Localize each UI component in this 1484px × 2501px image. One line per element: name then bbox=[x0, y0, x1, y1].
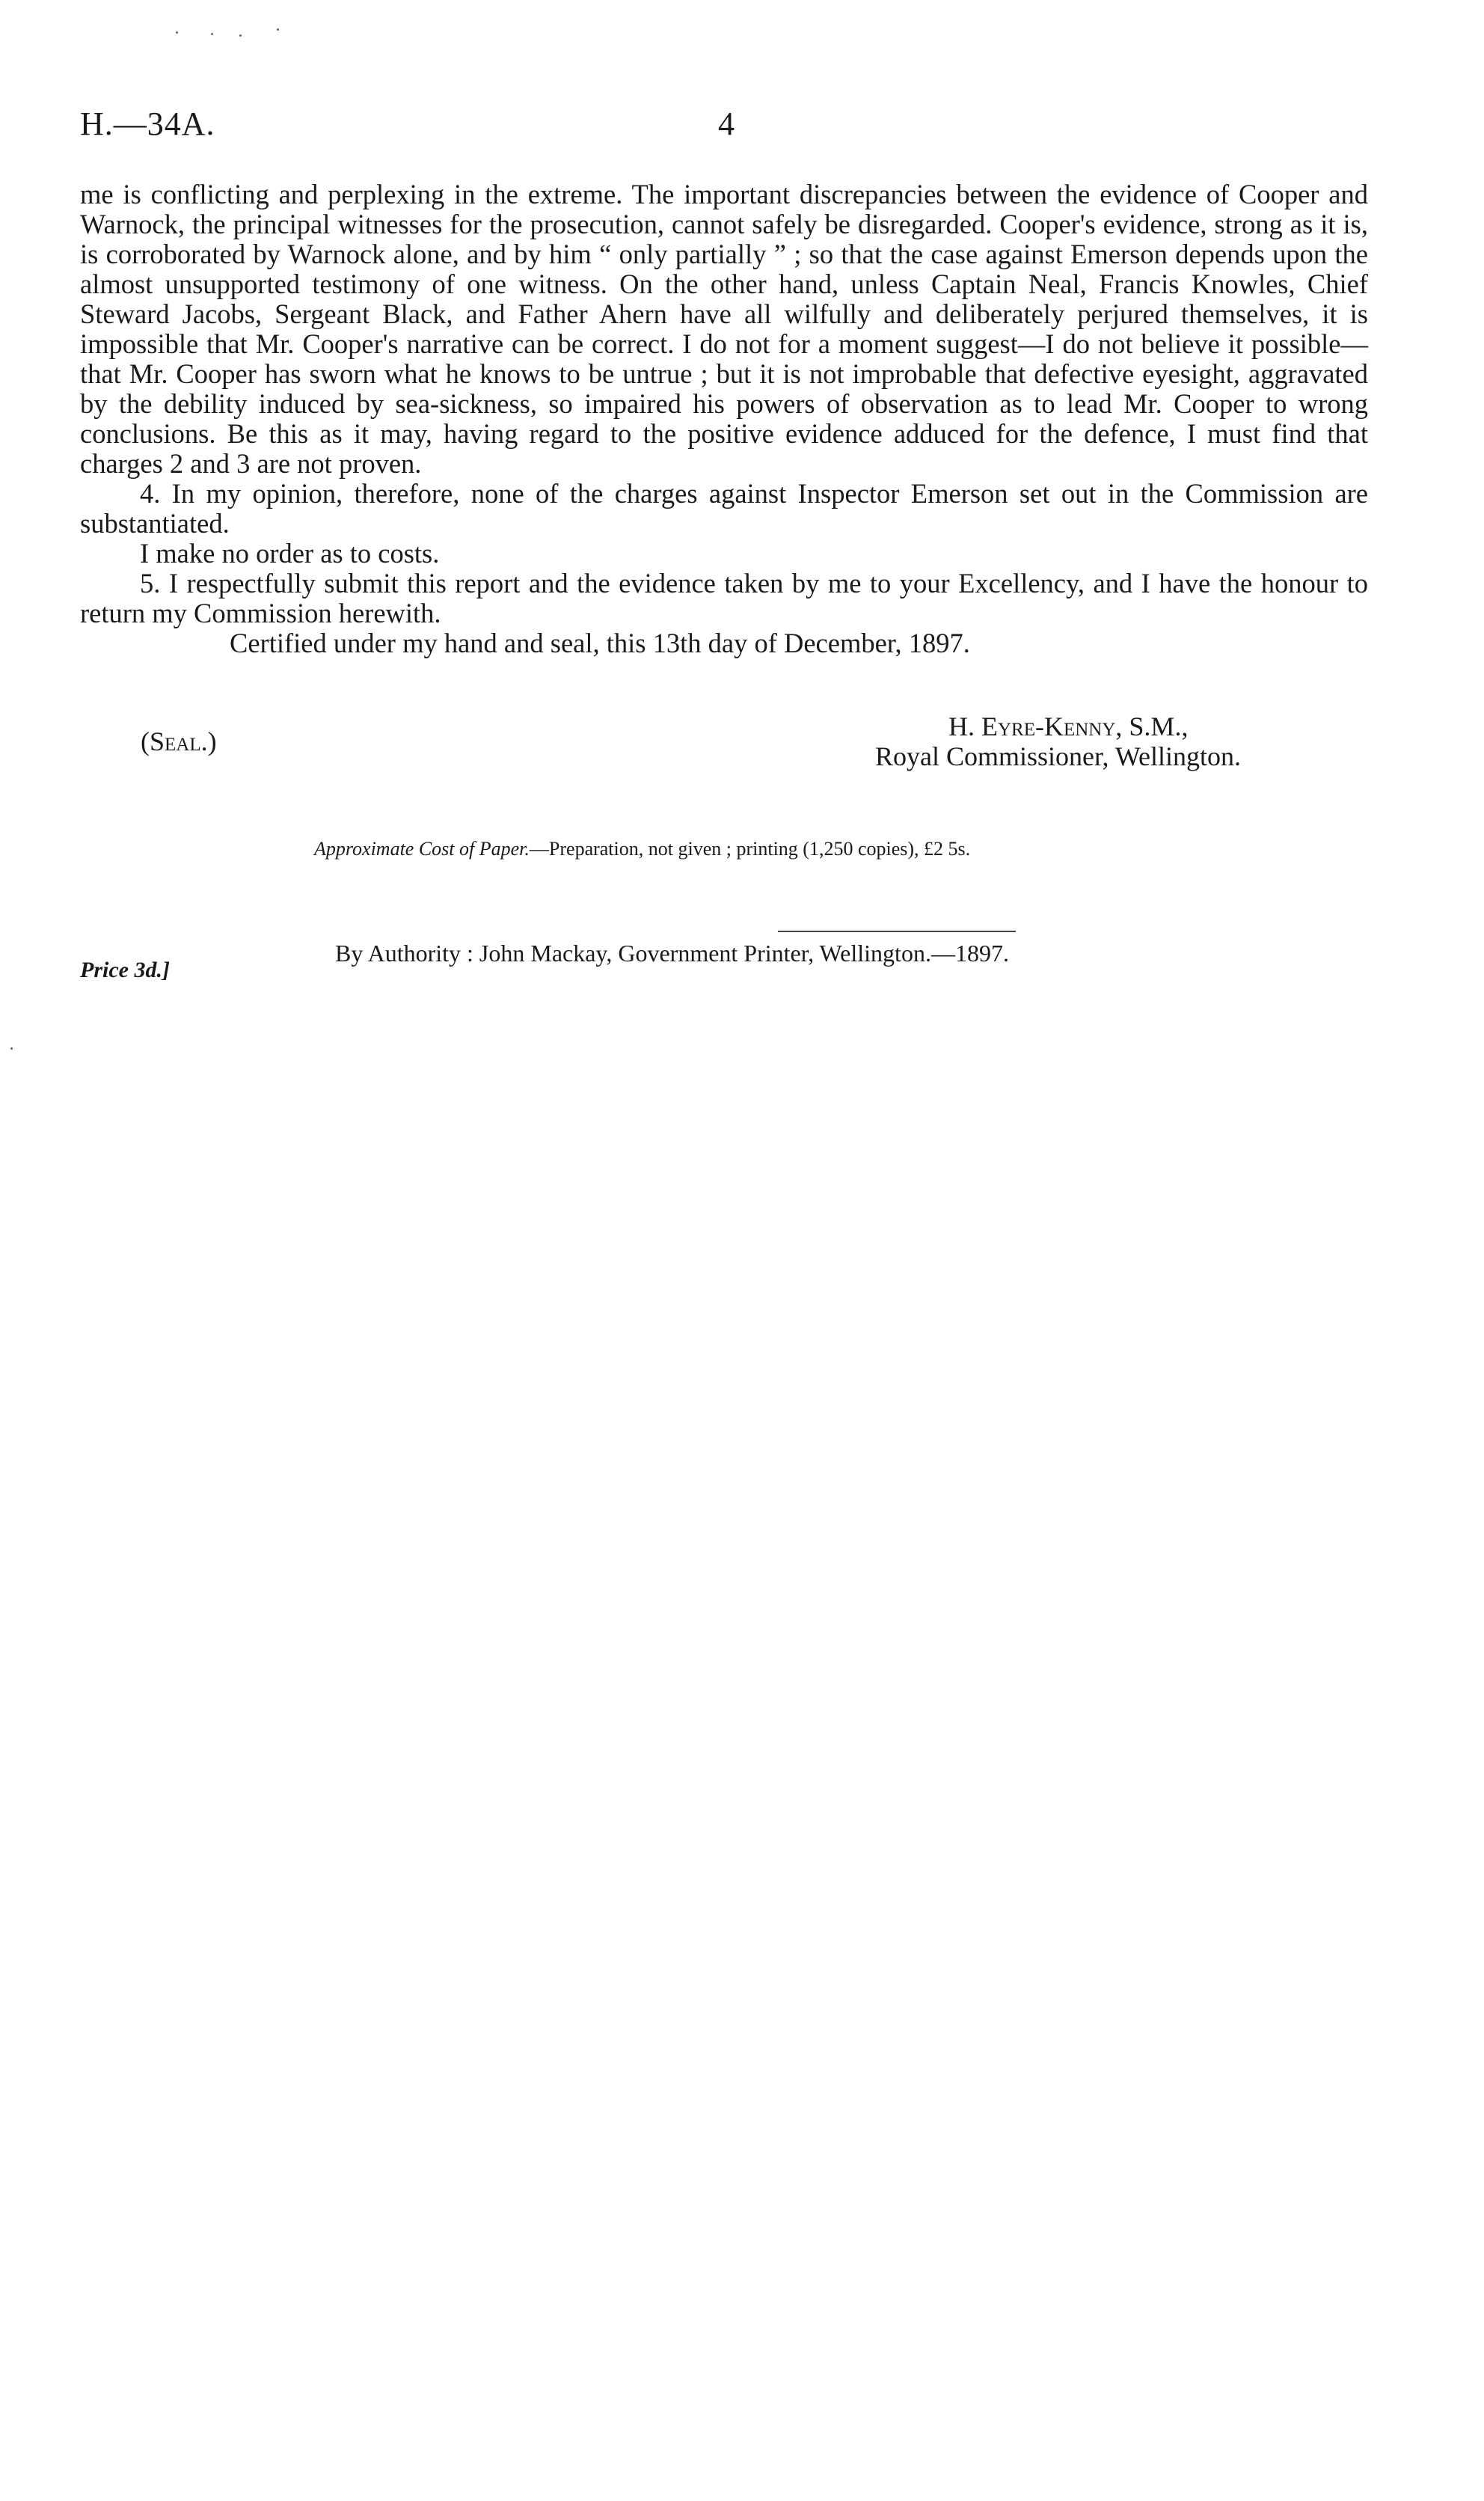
print-speck bbox=[10, 1047, 13, 1050]
seal-label: (Seal.) bbox=[141, 726, 217, 756]
page-number: 4 bbox=[718, 105, 735, 142]
paragraph-4: 4. In my opinion, therefore, none of the charges against Inspector Emerson set out in the Commission are substantiated. bbox=[80, 478, 1368, 539]
print-speck bbox=[211, 33, 213, 35]
signatory-name: H. Eyre-Kenny, S.M., bbox=[948, 711, 1189, 741]
paragraph-5: 5. I respectfully submit this report and the evidence taken by me to your Excellency, and I have the honour to return my Commission herewith. bbox=[80, 568, 1368, 628]
print-speck bbox=[277, 28, 279, 31]
document-reference: H.—34A. bbox=[80, 105, 215, 142]
cost-note-text: —Preparation, not given ; printing (1,250 copies), £2 5s. bbox=[529, 838, 971, 860]
certification-line: Certified under my hand and seal, this 13th day of December, 1897. bbox=[230, 628, 970, 658]
footer-rule bbox=[778, 931, 1016, 932]
signature-block bbox=[0, 711, 1484, 786]
cost-of-paper-note bbox=[314, 838, 970, 860]
paragraph-costs: I make no order as to costs. bbox=[140, 538, 440, 569]
paragraph-continuation: me is conflicting and perplexing in the extreme. The important discrepancies between the evidence of Cooper and Warnock, the principal witnesses for the prosecution, cannot safely be disregarded. Cooper's evidence, strong as it is, is corroborated by Warnock alone, and by him “ only partially ” ; so that the case against Emerson depends upon the almost unsupported testimony of one witness. On the other hand, unless Captain Neal, Francis Knowles, Chief Steward Jacobs, Sergeant Black, and Father Ahern have all wilfully and deliberately perjured themselves, it is impossible that Mr. Cooper's narrative can be correct. I do not for a moment suggest—I do not believe it possible—that Mr. Cooper has sworn what he knows to be untrue ; but it is not improbable that defective eyesight, aggravated by the debility induced by sea-sickness, so impaired his powers of observation as to lead Mr. Cooper to wrong conclusions. Be this as it may, having regard to the positive evidence adduced for the defence, I must find that charges 2 and 3 are not proven. bbox=[80, 179, 1368, 479]
signatory-title: Royal Commissioner, Wellington. bbox=[875, 741, 1241, 771]
print-speck bbox=[176, 31, 178, 34]
report-body bbox=[80, 180, 1368, 658]
print-speck bbox=[239, 34, 242, 37]
printer-authority: By Authority : John Mackay, Government Printer, Wellington.—1897. bbox=[335, 940, 1009, 967]
cost-note-lead: Approximate Cost of Paper. bbox=[314, 838, 530, 860]
price-label: Price 3d.] bbox=[80, 958, 170, 982]
